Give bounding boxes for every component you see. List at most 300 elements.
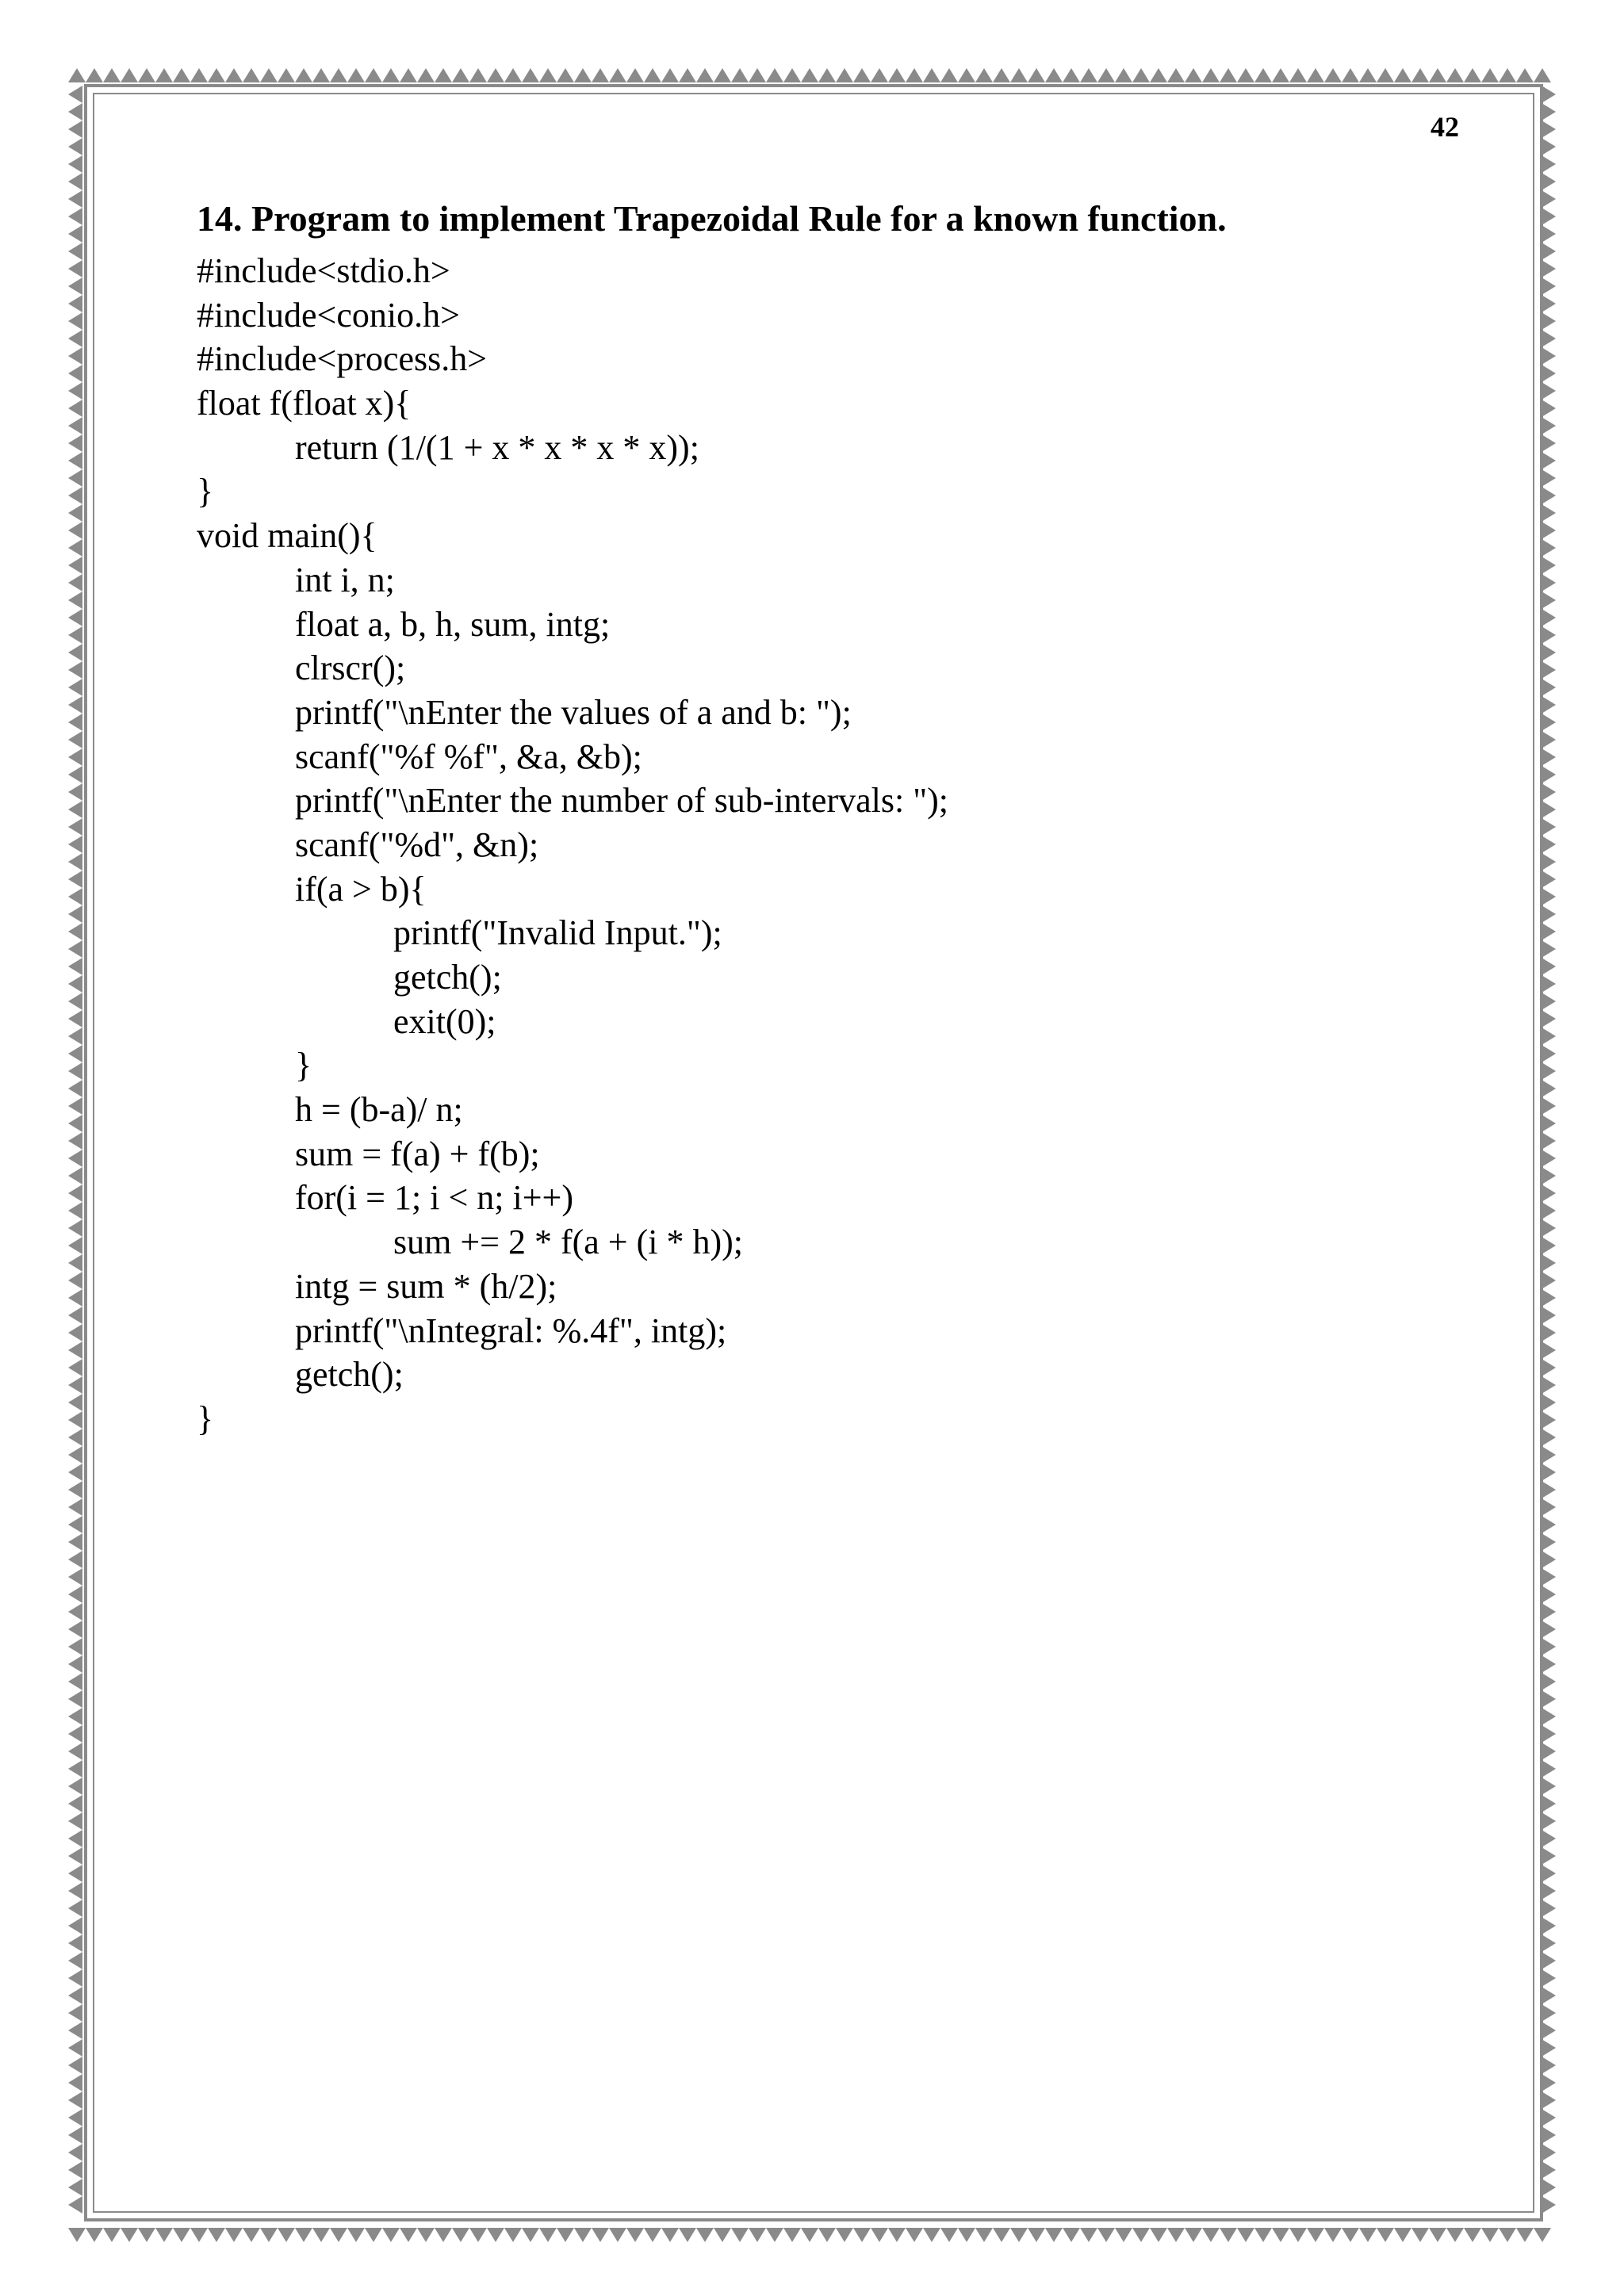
border-triangle xyxy=(86,2228,103,2242)
border-triangle xyxy=(68,522,82,539)
border-triangle xyxy=(173,68,190,82)
border-triangle xyxy=(1464,2228,1481,2242)
border-triangle xyxy=(330,68,347,82)
border-triangle xyxy=(557,2228,574,2242)
border-triangle xyxy=(749,68,766,82)
border-triangle xyxy=(1542,1638,1556,1655)
border-triangle xyxy=(1542,661,1556,679)
border-triangle xyxy=(1542,574,1556,591)
border-triangle xyxy=(1010,2228,1028,2242)
border-triangle xyxy=(1542,1132,1556,1150)
border-triangle xyxy=(68,1289,82,1307)
border-triangle xyxy=(68,783,82,801)
border-triangle xyxy=(1542,557,1556,574)
border-triangle xyxy=(68,365,82,382)
border-triangle xyxy=(1542,1865,1556,1882)
border-triangle xyxy=(1542,1812,1556,1830)
border-triangle xyxy=(1542,1498,1556,1516)
border-triangle xyxy=(1542,1621,1556,1638)
border-triangle xyxy=(68,1917,82,1934)
border-triangle xyxy=(68,1551,82,1568)
border-triangle xyxy=(1542,1533,1556,1551)
border-triangle xyxy=(1542,1237,1556,1254)
border-triangle xyxy=(68,591,82,609)
border-triangle xyxy=(1307,2228,1324,2242)
border-triangle xyxy=(260,2228,278,2242)
border-triangle xyxy=(1342,68,1359,82)
border-triangle xyxy=(1542,539,1556,557)
border-triangle xyxy=(1542,2196,1556,2214)
border-triangle xyxy=(487,2228,504,2242)
border-triangle xyxy=(1542,1359,1556,1376)
border-triangle xyxy=(68,696,82,714)
border-triangle xyxy=(1542,1307,1556,1324)
border-triangle xyxy=(958,2228,975,2242)
border-triangle xyxy=(1542,993,1556,1010)
border-triangle xyxy=(1542,2109,1556,2126)
border-triangle xyxy=(68,801,82,818)
border-triangle xyxy=(1028,2228,1045,2242)
border-triangle xyxy=(644,68,661,82)
border-triangle xyxy=(1359,68,1377,82)
border-triangle xyxy=(68,2022,82,2039)
border-triangle xyxy=(661,68,679,82)
code-line: scanf("%f %f", &a, &b); xyxy=(295,737,642,776)
border-triangle xyxy=(68,504,82,522)
border-triangle xyxy=(1542,138,1556,155)
border-triangle xyxy=(626,2228,644,2242)
border-triangle xyxy=(68,2074,82,2091)
border-triangle xyxy=(1097,2228,1115,2242)
border-triangle xyxy=(1534,68,1551,82)
border-triangle xyxy=(522,68,539,82)
border-triangle xyxy=(68,1830,82,1847)
border-triangle xyxy=(923,2228,940,2242)
border-triangle xyxy=(1542,1795,1556,1812)
border-triangle xyxy=(68,818,82,836)
border-triangle xyxy=(1542,836,1556,853)
code-listing xyxy=(197,249,948,1441)
border-triangle xyxy=(68,1010,82,1027)
border-triangle xyxy=(1542,1202,1556,1219)
border-triangle xyxy=(190,68,208,82)
border-triangle xyxy=(68,2161,82,2179)
border-triangle xyxy=(1342,2228,1359,2242)
border-triangle xyxy=(347,2228,365,2242)
border-triangle xyxy=(1542,1673,1556,1690)
border-triangle xyxy=(539,68,557,82)
border-triangle xyxy=(68,260,82,277)
border-triangle xyxy=(1542,103,1556,121)
border-triangle xyxy=(1542,714,1556,731)
border-triangle xyxy=(1542,801,1556,818)
border-triangle xyxy=(1542,1847,1556,1865)
border-triangle xyxy=(68,539,82,557)
border-triangle xyxy=(1542,1184,1556,1202)
code-line: getch(); xyxy=(393,958,502,997)
border-triangle xyxy=(522,2228,539,2242)
border-triangle xyxy=(1542,504,1556,522)
border-triangle xyxy=(208,2228,225,2242)
border-triangle xyxy=(68,1638,82,1655)
border-triangle xyxy=(417,2228,435,2242)
border-triangle xyxy=(68,2091,82,2109)
border-triangle xyxy=(68,1934,82,1952)
border-triangle xyxy=(1167,2228,1185,2242)
border-triangle xyxy=(1185,68,1202,82)
border-triangle xyxy=(923,68,940,82)
border-triangle xyxy=(1237,68,1254,82)
border-triangle xyxy=(731,68,749,82)
border-triangle xyxy=(1464,68,1481,82)
border-triangle xyxy=(68,487,82,504)
border-triangle xyxy=(68,1568,82,1586)
border-triangle xyxy=(1045,68,1063,82)
border-triangle xyxy=(487,68,504,82)
border-triangle xyxy=(1446,2228,1464,2242)
border-triangle xyxy=(103,2228,121,2242)
border-triangle xyxy=(1542,766,1556,783)
border-triangle xyxy=(1542,679,1556,696)
border-triangle xyxy=(940,2228,958,2242)
border-triangle xyxy=(783,2228,801,2242)
border-triangle xyxy=(1272,2228,1289,2242)
code-line: #include<process.h> xyxy=(197,339,488,379)
border-triangle xyxy=(435,68,452,82)
border-triangle xyxy=(68,1847,82,1865)
border-triangle xyxy=(1542,121,1556,138)
border-triangle xyxy=(1446,68,1464,82)
border-triangle xyxy=(1542,2057,1556,2074)
border-triangle xyxy=(801,2228,818,2242)
border-triangle xyxy=(749,2228,766,2242)
border-triangle xyxy=(68,626,82,644)
border-triangle xyxy=(1202,68,1220,82)
code-line: float a, b, h, sum, intg; xyxy=(295,604,611,644)
program-heading: 14. Program to implement Trapezoidal Rule for a known function. xyxy=(197,198,1227,239)
code-line: float f(float x){ xyxy=(197,384,412,423)
border-triangle xyxy=(1202,2228,1220,2242)
border-triangle xyxy=(1237,2228,1254,2242)
border-triangle xyxy=(696,2228,714,2242)
border-triangle xyxy=(1542,1080,1556,1097)
border-triangle xyxy=(68,1777,82,1795)
border-triangle xyxy=(1542,295,1556,312)
border-triangle xyxy=(68,1341,82,1359)
border-triangle xyxy=(871,2228,888,2242)
border-triangle xyxy=(243,68,260,82)
border-triangle xyxy=(731,2228,749,2242)
border-triangle xyxy=(1542,1551,1556,1568)
border-triangle xyxy=(1542,1167,1556,1184)
border-triangle xyxy=(714,68,731,82)
border-triangle xyxy=(661,2228,679,2242)
border-triangle xyxy=(68,330,82,347)
border-triangle xyxy=(1542,1045,1556,1062)
border-triangle xyxy=(1516,2228,1534,2242)
code-line: } xyxy=(197,1399,214,1438)
border-triangle xyxy=(68,1516,82,1533)
border-triangle xyxy=(68,958,82,975)
border-triangle xyxy=(592,68,609,82)
border-triangle xyxy=(68,2179,82,2196)
border-triangle xyxy=(68,923,82,940)
border-triangle xyxy=(452,2228,469,2242)
border-triangle xyxy=(644,2228,661,2242)
border-triangle xyxy=(121,2228,138,2242)
border-triangle xyxy=(68,1533,82,1551)
border-triangle xyxy=(993,2228,1010,2242)
border-triangle xyxy=(1542,905,1556,923)
border-triangle xyxy=(1220,68,1237,82)
border-triangle xyxy=(1542,1725,1556,1743)
border-triangle xyxy=(190,2228,208,2242)
border-triangle xyxy=(1542,591,1556,609)
border-triangle xyxy=(1289,2228,1307,2242)
border-triangle xyxy=(68,1429,82,1446)
border-triangle xyxy=(1542,243,1556,260)
border-triangle xyxy=(1542,1272,1556,1289)
border-triangle xyxy=(68,1882,82,1900)
border-triangle xyxy=(1542,2179,1556,2196)
border-triangle xyxy=(68,225,82,243)
border-triangle xyxy=(68,1586,82,1603)
border-triangle xyxy=(365,68,382,82)
border-triangle xyxy=(1542,1219,1556,1237)
code-line: return (1/(1 + x * x * x * x)); xyxy=(295,427,699,467)
border-triangle xyxy=(312,2228,330,2242)
border-triangle xyxy=(68,68,86,82)
border-triangle xyxy=(1481,68,1499,82)
border-triangle xyxy=(1010,68,1028,82)
border-triangle xyxy=(68,1900,82,1917)
border-triangle xyxy=(86,68,103,82)
code-line: printf("\nEnter the number of sub-intervals: "); xyxy=(295,781,949,821)
border-triangle xyxy=(417,68,435,82)
border-triangle xyxy=(993,68,1010,82)
border-triangle xyxy=(68,155,82,173)
border-triangle xyxy=(888,68,906,82)
border-triangle xyxy=(1542,1568,1556,1586)
border-triangle xyxy=(68,2196,82,2214)
border-triangle xyxy=(1542,1900,1556,1917)
border-triangle xyxy=(103,68,121,82)
border-triangle xyxy=(68,940,82,958)
border-triangle xyxy=(1132,68,1150,82)
border-triangle xyxy=(1542,1376,1556,1394)
border-triangle xyxy=(1324,68,1342,82)
code-line: h = (b-a)/ n; xyxy=(295,1090,463,1130)
border-triangle xyxy=(1377,68,1394,82)
border-triangle xyxy=(906,2228,923,2242)
code-line: scanf("%d", &n); xyxy=(295,825,539,864)
border-triangle xyxy=(1542,1516,1556,1533)
border-triangle xyxy=(1542,2039,1556,2057)
border-triangle xyxy=(68,1062,82,1080)
border-triangle xyxy=(68,1655,82,1673)
border-triangle xyxy=(138,2228,155,2242)
border-triangle xyxy=(1080,68,1097,82)
border-triangle xyxy=(68,400,82,417)
border-triangle xyxy=(138,68,155,82)
border-triangle xyxy=(1542,1464,1556,1481)
border-triangle xyxy=(1542,260,1556,277)
border-triangle xyxy=(1542,940,1556,958)
border-triangle xyxy=(871,68,888,82)
border-triangle xyxy=(365,2228,382,2242)
border-triangle xyxy=(1254,2228,1272,2242)
border-triangle xyxy=(836,2228,853,2242)
border-triangle xyxy=(1542,696,1556,714)
border-triangle xyxy=(1132,2228,1150,2242)
border-triangle xyxy=(68,1969,82,1987)
border-triangle xyxy=(1542,626,1556,644)
border-triangle xyxy=(68,1603,82,1621)
border-triangle xyxy=(1542,173,1556,190)
border-triangle xyxy=(68,905,82,923)
border-triangle xyxy=(68,173,82,190)
border-triangle xyxy=(818,2228,836,2242)
border-triangle xyxy=(1542,2161,1556,2179)
border-triangle xyxy=(68,121,82,138)
border-triangle xyxy=(1542,312,1556,330)
border-triangle xyxy=(1542,644,1556,661)
border-triangle xyxy=(1542,208,1556,225)
border-triangle xyxy=(68,382,82,400)
border-triangle xyxy=(574,68,592,82)
border-triangle xyxy=(853,2228,871,2242)
border-triangle xyxy=(1542,1708,1556,1725)
border-triangle xyxy=(278,68,295,82)
border-triangle xyxy=(68,766,82,783)
code-line: #include<conio.h> xyxy=(197,295,460,335)
code-line: } xyxy=(197,472,214,511)
border-triangle xyxy=(1167,68,1185,82)
border-triangle xyxy=(1542,1934,1556,1952)
border-triangle xyxy=(68,1045,82,1062)
border-triangle xyxy=(68,731,82,748)
border-triangle xyxy=(68,1132,82,1150)
border-triangle xyxy=(68,1254,82,1272)
border-triangle xyxy=(1542,469,1556,487)
border-triangle xyxy=(853,68,871,82)
code-line: exit(0); xyxy=(393,1001,496,1041)
border-triangle xyxy=(1542,382,1556,400)
border-triangle xyxy=(68,1952,82,1969)
border-triangle xyxy=(1028,68,1045,82)
border-triangle xyxy=(243,2228,260,2242)
border-triangle xyxy=(504,68,522,82)
border-triangle xyxy=(783,68,801,82)
border-triangle xyxy=(68,103,82,121)
border-triangle xyxy=(1542,330,1556,347)
border-triangle xyxy=(766,2228,783,2242)
border-triangle xyxy=(68,2228,86,2242)
border-triangle xyxy=(68,1673,82,1690)
border-triangle xyxy=(68,2109,82,2126)
border-triangle xyxy=(1542,1969,1556,1987)
border-triangle xyxy=(68,871,82,888)
border-triangle xyxy=(1359,2228,1377,2242)
border-triangle xyxy=(1542,1429,1556,1446)
border-triangle xyxy=(1307,68,1324,82)
border-triangle xyxy=(626,68,644,82)
border-triangle xyxy=(68,1464,82,1481)
border-triangle xyxy=(1150,2228,1167,2242)
border-triangle xyxy=(1377,2228,1394,2242)
border-triangle xyxy=(1542,155,1556,173)
border-triangle xyxy=(1542,1289,1556,1307)
border-triangle xyxy=(1542,1150,1556,1167)
border-triangle xyxy=(1516,68,1534,82)
border-triangle xyxy=(68,1167,82,1184)
border-triangle xyxy=(295,68,312,82)
border-triangle xyxy=(68,1411,82,1429)
code-line: getch(); xyxy=(295,1355,404,1395)
border-triangle xyxy=(1542,2091,1556,2109)
border-triangle xyxy=(1542,1952,1556,1969)
border-triangle xyxy=(330,2228,347,2242)
border-triangle xyxy=(1542,1882,1556,1900)
border-triangle xyxy=(469,2228,487,2242)
border-triangle xyxy=(68,1446,82,1464)
border-triangle xyxy=(1542,1917,1556,1934)
border-triangle xyxy=(975,2228,993,2242)
border-triangle xyxy=(68,1865,82,1882)
border-triangle xyxy=(1185,2228,1202,2242)
border-triangle xyxy=(68,1080,82,1097)
border-triangle xyxy=(714,2228,731,2242)
border-triangle xyxy=(1063,2228,1080,2242)
border-triangle xyxy=(1542,1010,1556,1027)
border-triangle xyxy=(1542,1446,1556,1464)
border-triangle xyxy=(1542,1743,1556,1760)
code-line: #include<stdio.h> xyxy=(197,251,450,290)
border-triangle xyxy=(1542,1062,1556,1080)
border-triangle xyxy=(469,68,487,82)
border-triangle xyxy=(452,68,469,82)
border-triangle xyxy=(1542,2022,1556,2039)
border-triangle xyxy=(68,1394,82,1411)
border-triangle xyxy=(68,1150,82,1167)
border-triangle xyxy=(68,748,82,766)
border-triangle xyxy=(1542,277,1556,295)
border-triangle xyxy=(68,295,82,312)
border-triangle xyxy=(225,68,243,82)
border-triangle xyxy=(1115,68,1132,82)
border-triangle xyxy=(68,1184,82,1202)
border-triangle xyxy=(1411,2228,1429,2242)
border-triangle xyxy=(1542,888,1556,905)
border-triangle xyxy=(1542,1394,1556,1411)
border-triangle xyxy=(1534,2228,1551,2242)
border-triangle xyxy=(1063,68,1080,82)
border-triangle xyxy=(68,1812,82,1830)
border-triangle xyxy=(68,1097,82,1115)
border-triangle xyxy=(68,1027,82,1045)
border-triangle xyxy=(68,1621,82,1638)
border-triangle xyxy=(347,68,365,82)
border-triangle xyxy=(1542,1586,1556,1603)
border-triangle xyxy=(68,1202,82,1219)
border-triangle xyxy=(1542,958,1556,975)
border-triangle xyxy=(1481,2228,1499,2242)
border-triangle xyxy=(68,1743,82,1760)
border-triangle xyxy=(68,277,82,295)
border-triangle xyxy=(173,2228,190,2242)
border-triangle xyxy=(68,138,82,155)
border-triangle xyxy=(574,2228,592,2242)
